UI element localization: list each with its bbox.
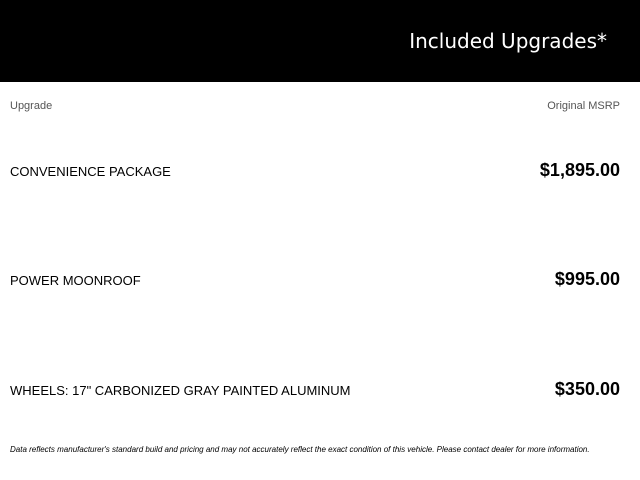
page-title: Included Upgrades* (409, 29, 607, 53)
upgrade-price: $350.00 (554, 379, 620, 399)
column-header-upgrade: Upgrade (10, 100, 53, 112)
header-bar (0, 0, 640, 82)
upgrade-name: WHEELS: 17" CARBONIZED GRAY PAINTED ALUMINUM (10, 383, 351, 398)
column-header-msrp: Original MSRP (547, 100, 620, 112)
table-row (0, 269, 640, 293)
upgrade-price: $1,895.00 (539, 160, 620, 180)
table-row (0, 379, 640, 403)
upgrade-name: POWER MOONROOF (10, 273, 141, 288)
table-row (0, 160, 640, 184)
upgrade-name: CONVENIENCE PACKAGE (10, 164, 171, 179)
upgrade-price: $995.00 (554, 269, 620, 289)
disclaimer-text: Data reflects manufacturer's standard build and pricing and may not accurately reflect the exact condition of this vehicle. Please contact dealer for more information. (10, 445, 590, 454)
